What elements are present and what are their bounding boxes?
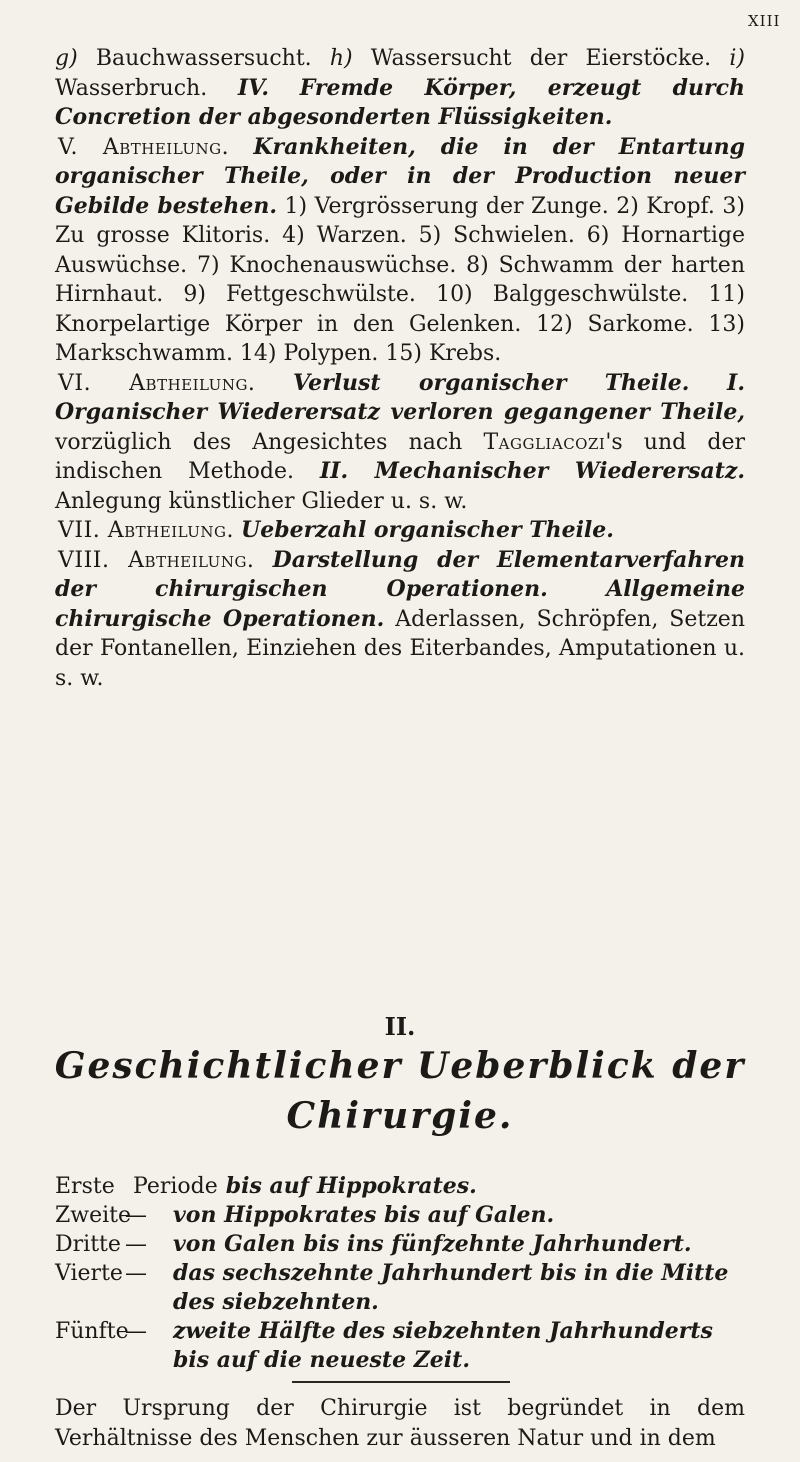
period-list — [55, 1172, 755, 1375]
period-name: Dritte — [55, 1232, 121, 1257]
period-name: Zweite — [55, 1203, 132, 1228]
page-number: XIII — [748, 12, 781, 30]
section-viii-body: Aderlassen, Schröpfen, Setzen der Fontanellen, Einziehen des Eiterbandes, Amputationen u. s. w. — [55, 606, 745, 691]
period-row — [55, 1201, 755, 1230]
section-viii-sub: Allgemeine chirurgische Operationen. — [55, 576, 746, 632]
item-label-g: g) — [55, 46, 78, 71]
section-v-title: Krankheiten, die in der Entartung organischer Theile, oder in der Production neuer Gebilde bestehen. — [55, 133, 745, 219]
period-dash: — — [125, 1261, 147, 1286]
section-viii-label: VIII. Abtheilung. — [58, 547, 255, 573]
section-vi-title: Verlust organischer Theile. — [293, 369, 690, 396]
part-title-line2: Chirurgie. — [286, 1095, 514, 1137]
section-vii-title: Ueberzahl organischer Theile. — [241, 517, 614, 543]
period-text: von Hippokrates bis auf Galen. — [173, 1202, 555, 1228]
period-text: von Galen bis ins fünfzehnte Jahrhundert. — [173, 1231, 692, 1257]
item-text-i: Wasserbruch. — [55, 75, 208, 101]
closing-paragraph: Der Ursprung der Chirurgie ist begründet in dem Verhältnisse des Menschen zur äusseren Natur und in dem — [55, 1396, 745, 1451]
period-text: zweite Hälfte des siebzehnten Jahrhunderts bis auf die neueste Zeit. — [173, 1318, 713, 1373]
period-name: Fünfte — [55, 1319, 129, 1344]
period-dash: — — [125, 1203, 147, 1228]
section-vii-label: VII. Abtheilung. — [58, 518, 235, 543]
part-number: II. — [384, 1012, 416, 1041]
section-vi-label: VI. Abtheilung. — [58, 370, 256, 396]
section-v — [55, 133, 745, 369]
period-name: Erste — [55, 1174, 115, 1199]
section-iv-title: Fremde Körper, erzeugt durch Concretion der abgesonderten Flüssigkeiten. — [55, 74, 746, 130]
section-vi-sub1-text: vorzüglich des Angesichtes nach — [55, 429, 463, 455]
section-vi-sub1-text-end: 's und der indischen Methode. — [55, 429, 745, 484]
period-row — [55, 1259, 755, 1317]
item-text-h: Wassersucht der Eierstöcke. — [370, 46, 712, 71]
section-vi — [55, 369, 745, 517]
item-text-g: Bauchwassersucht. — [95, 46, 312, 71]
period-label: Periode — [133, 1174, 218, 1199]
section-viii — [55, 546, 745, 694]
period-text: bis auf Hippokrates. — [225, 1173, 477, 1199]
section-viii-title: Darstellung der Elementarverfahren der chirurgischen Operationen. — [55, 546, 745, 602]
part-title-line1: Geschichtlicher Ueberblick der — [54, 1045, 746, 1087]
section-vii — [55, 516, 745, 546]
outline-block — [55, 44, 745, 693]
period-row — [55, 1230, 755, 1259]
item-label-h: h) — [329, 46, 353, 71]
section-iv-number: IV. — [237, 74, 270, 101]
section-v-body: 1) Vergrösserung der Zunge. 2) Kropf. 3) Zu grosse Klitoris. 4) Warzen. 5) Schwielen. 6) Hornartige Auswüchse. 7) Knochenauswüchse. 8) Schwamm der harten Hirnhaut. 9) Fettgeschwülste. 10) Balggeschwülste. 11) Knorpelartige Körper in den Gelenken. 12) Sarkome. 13) Markschwamm. 14) Polypen. 15) Krebs. — [55, 193, 745, 366]
period-row — [55, 1317, 755, 1375]
section-vi-sub1: I. Organischer Wiederersatz verloren gegangener Theile, — [55, 369, 745, 425]
period-row — [55, 1172, 755, 1201]
period-text: das sechszehnte Jahrhundert bis in die Mitte des siebzehnten. — [173, 1260, 729, 1315]
period-dash: — — [125, 1319, 147, 1344]
item-label-i: i) — [729, 46, 745, 71]
section-vi-sub1-name: Taggliacozi — [483, 429, 606, 455]
section-vi-sub2-text: Anlegung künstlicher Glieder u. s. w. — [55, 488, 468, 514]
period-name: Vierte — [55, 1261, 123, 1286]
outline-items-g-to-iv — [55, 44, 745, 133]
section-v-label: V. Abtheilung. — [58, 134, 230, 160]
period-dash: — — [125, 1232, 147, 1257]
divider-rule — [292, 1381, 510, 1383]
section-vi-sub2: II. Mechanischer Wiederersatz. — [319, 458, 746, 484]
